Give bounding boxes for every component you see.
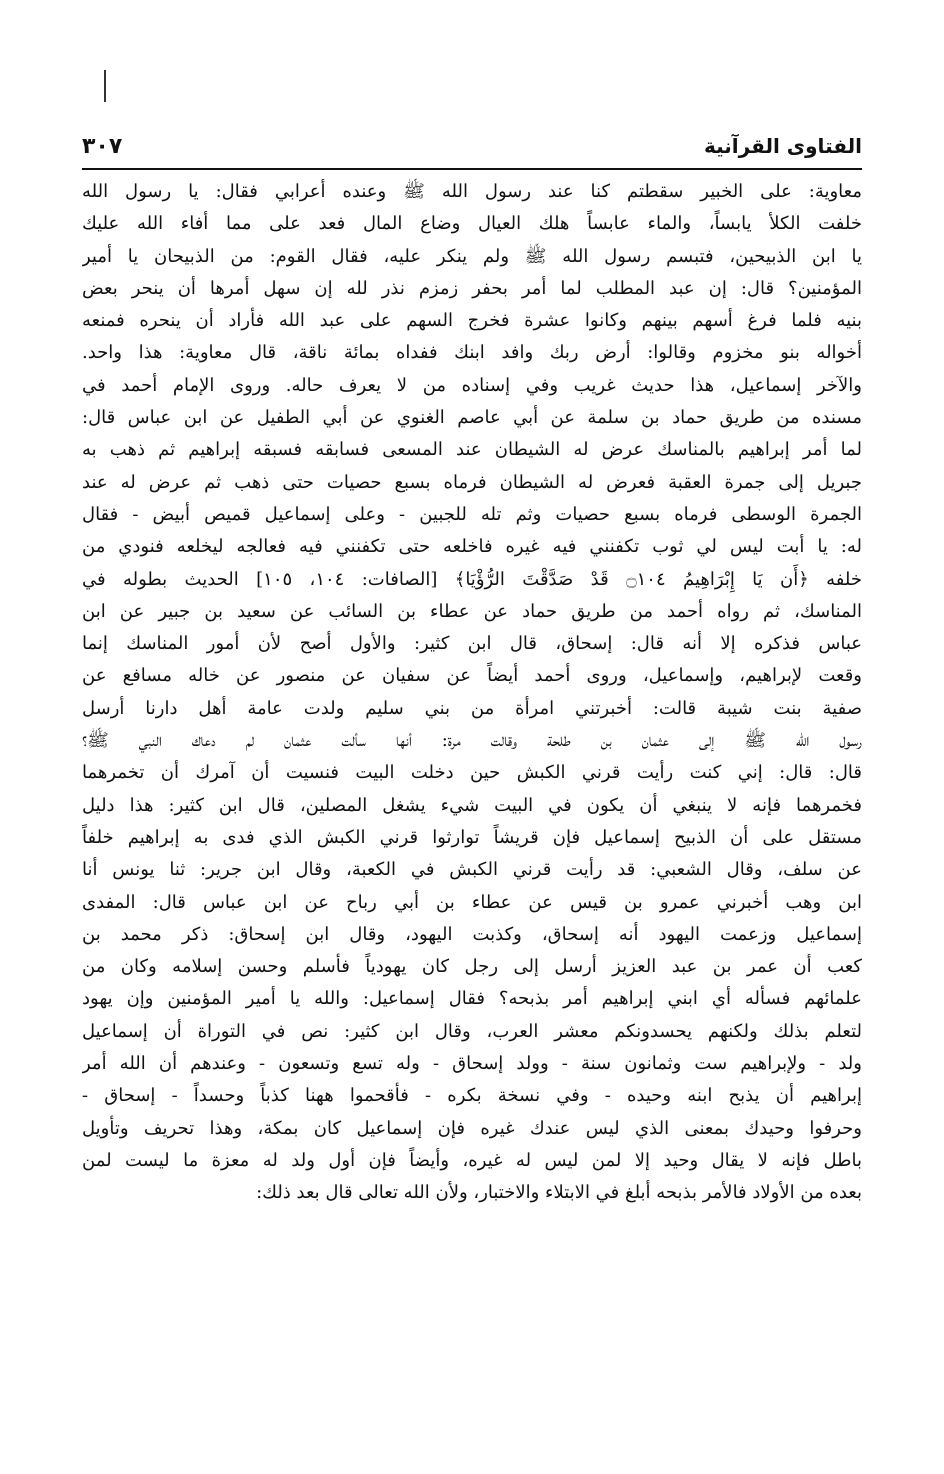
text-line: أخواله بنو مخزوم وقالوا: أرض ربك وافد ابنك ففداه بمائة ناقة، قال معاوية: هذا واحد. — [82, 342, 862, 364]
text-line: قال: قال: إني كنت رأيت قرني الكبش حين دخلت البيت فنسيت أن آمرك أن تخمرهما — [82, 762, 862, 784]
text-line: ابن وهب أخبرني عمرو بن قيس عن عطاء بن أبي رباح عن ابن عباس قال: المفدى — [82, 891, 862, 913]
running-title: الفتاوى القرآنية — [703, 134, 862, 158]
text-line: صفية بنت شيبة قالت: أخبرتني امرأة من بني سليم ولدت عامة أهل دارنا أرسل — [82, 697, 862, 719]
text-line: معاوية: على الخبير سقطتم كنا عند رسول الله ﷺ وعنده أعرابي فقال: يا رسول الله — [82, 181, 862, 202]
text-line: علمائهم فسأله أي ابني إبراهيم أمر بذبحه؟ فقال إسماعيل: والله يا أمير المؤمنين وإن يهود — [82, 988, 862, 1010]
text-line: باطل فإنه لا يقال وحيد إلا لمن ليس له غيره، وأيضاً فإن أول ولد له معزة ما ليست لمن — [82, 1149, 862, 1171]
text-line: المؤمنين؟ قال: إن عبد المطلب لما أمر بحفر زمزم نذر لله إن سهل أمرها أن ينحر بعض — [82, 277, 862, 299]
text-line: رسول الله ﷺ إلى عثمان بن طلحة وقالت مرة: أنها سألت عثمان لم دعاك النبي ﷺ؟ — [82, 730, 862, 752]
text-line: الجمرة الوسطى فرماه بسبع حصيات وثم تله للجبين - وعلى إسماعيل قميص أبيض - فقال — [82, 503, 862, 525]
text-line: مستقل على أن الذبيح إسماعيل فإن قريشاً توارثوا قرني الكبش الذي فدى به إبراهيم خلفاً — [82, 826, 862, 848]
text-line: إسماعيل وزعمت اليهود أنه إسحاق، وكذبت اليهود، وقال ابن إسحاق: ذكر محمد بن — [82, 923, 862, 945]
text-line: خلفت الكلأ يابساً، والماء عابساً هلك العيال وضاع المال فعد على مما أفاء الله عليك — [82, 213, 862, 235]
text-line: كعب أن عمر بن عبد العزيز أرسل إلى رجل كان يهودياً فأسلم وحسن إسلامه وكان من — [82, 956, 862, 978]
text-line: عباس فذكره إلا أنه قال: إسحاق، قال ابن كثير: والأول أصح لأن أمور المناسك إنما — [82, 633, 862, 655]
text-line: يا ابن الذبيحين، فتبسم رسول الله ﷺ ولم ينكر عليه، فقال القوم: من الذبيحان يا أمير — [82, 245, 862, 267]
text-line: ولد - ولإبراهيم ست وثمانون سنة - وولد إسحاق - وله تسع وتسعون - وعندهم أن الله أمر — [82, 1053, 862, 1075]
text-line: له: يا أبت ليس لي ثوب تكفنني فيه غيره فاخلعه حتى تكفنني فيه فعالجه ليخلعه فنودي من — [82, 536, 862, 558]
text-line: المناسك، ثم رواه أحمد من طريق حماد عن عطاء بن السائب عن سعيد بن جبير عن ابن — [82, 600, 862, 622]
text-line: لما أمر إبراهيم بالمناسك عرض له الشيطان عند المسعى فسابقه فسبقه إبراهيم ثم ذهب به — [82, 439, 862, 461]
text-line: والآخر إسماعيل، هذا حديث غريب وفي إسناده من لا يعرف حاله. وروى الإمام أحمد في — [82, 374, 862, 396]
page-edge-mark — [104, 70, 106, 102]
text-line: بعده من الأولاد فالأمر بذبحه أبلغ في الابتلاء والاختبار، ولأن الله تعالى قال بعد ذلك: — [256, 1182, 862, 1204]
page-header — [82, 124, 862, 170]
text-line: وحرفوا وحيدك بمعنى الذي ليس عندك غيره فإن إسماعيل كان بمكة، وهذا تحريف وتأويل — [82, 1117, 862, 1139]
text-line: مسنده من طريق حماد بن سلمة عن أبي عاصم الغنوي عن أبي الطفيل عن ابن عباس قال: — [82, 407, 862, 429]
text-line: جبريل إلى جمرة العقبة فعرض له الشيطان فرماه بسبع حصيات حتى ذهب ثم عرض له عند — [82, 471, 862, 493]
page-number: ٣٠٧ — [82, 133, 123, 159]
text-line: عن سلف، وقال الشعبي: قد رأيت قرني الكبش في الكعبة، وقال ابن جرير: ثنا يونس أنا — [82, 859, 862, 881]
text-line: خلفه ﴿أَن يَا إِبْرَاهِيمُ ۝١٠٤ قَدْ صَدَّقْتَ الرُّؤْيَا﴾ [الصافات: ١٠٤، ١٠٥] الحديث بطوله في — [82, 568, 862, 590]
text-line: بنيه فلما فرغ أسهم بينهم وكانوا عشرة فخرج السهم على عبد الله فأراد أن ينحره فمنعه — [82, 310, 862, 332]
body-text — [82, 176, 862, 1210]
text-line: وقعت لإبراهيم، وإسماعيل، وروى أحمد أيضاً عن سفيان عن منصور عن خاله مسافع عن — [82, 665, 862, 687]
text-line: فخمرهما فإنه لا ينبغي أن يكون في البيت شيء يشغل المصلين، قال ابن كثير: هذا دليل — [82, 794, 862, 816]
text-line: إبراهيم أن يذبح ابنه وحيده - وفي نسخة بكره - فأقحموا ههنا كذباً وحسداً - إسحاق - — [82, 1085, 862, 1107]
text-line: لتعلم بذلك ولكنهم يحسدونكم معشر العرب، وقال ابن كثير: نص في التوراة أن إسماعيل — [82, 1020, 862, 1042]
